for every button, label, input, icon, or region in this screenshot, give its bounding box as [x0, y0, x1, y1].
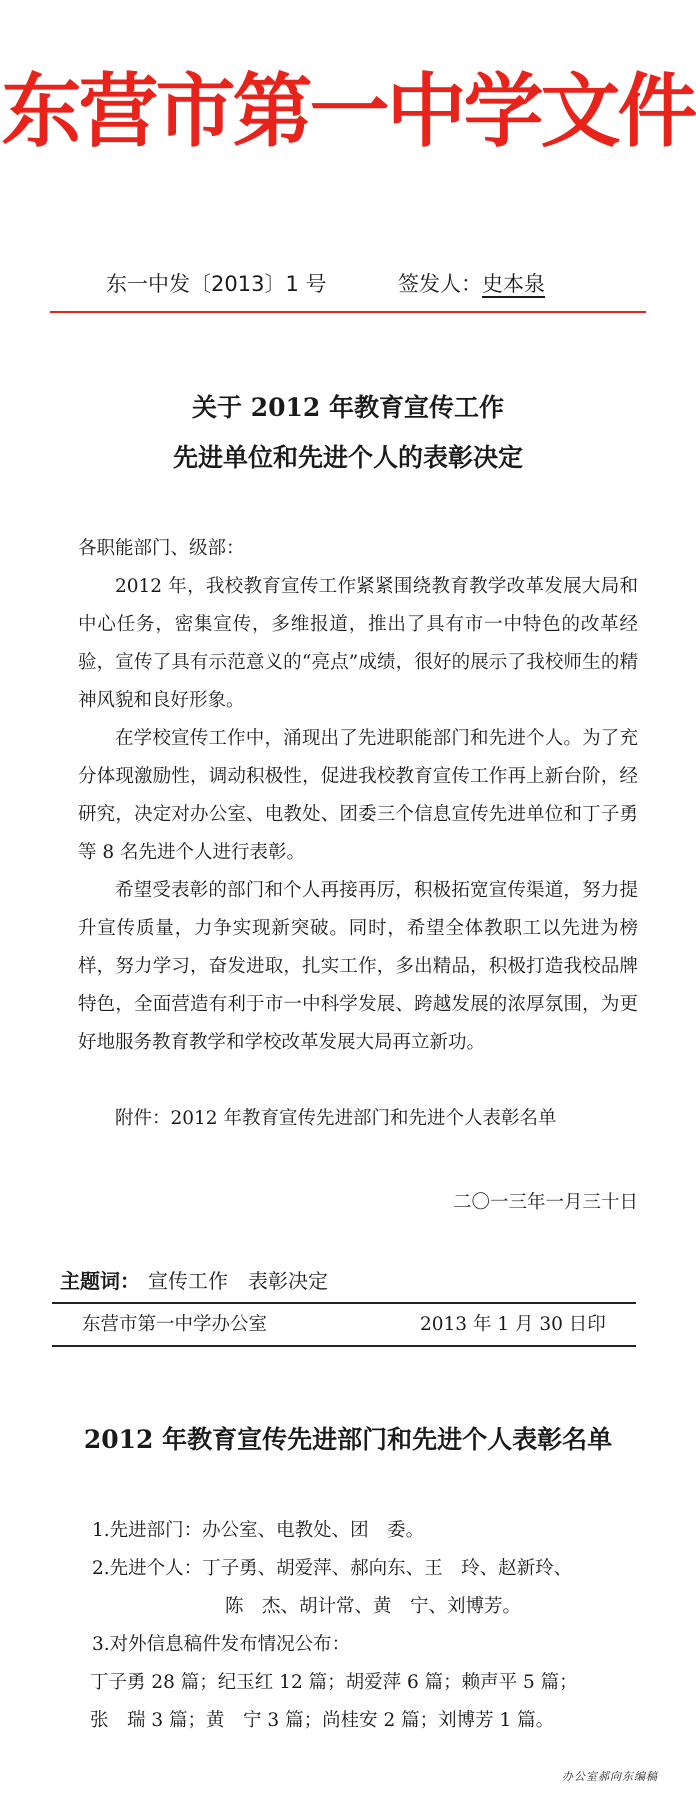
- signer-name: 史本泉: [482, 272, 545, 296]
- document-number: 东一中发〔2013〕1 号: [106, 272, 327, 296]
- red-divider: [50, 311, 646, 313]
- document-masthead: 东营市第一中学文件: [1, 65, 695, 158]
- footer-rule-bottom: [52, 1345, 636, 1347]
- document-title-line2: 先进单位和先进个人的表彰决定: [172, 443, 523, 472]
- footer-rule-top: [52, 1302, 636, 1304]
- appendix-item-individuals: 2.先进个人：丁子勇、胡爱萍、郝向东、王 玲、赵新玲、: [92, 1558, 573, 1579]
- appendix-item-publications: 3.对外信息稿件发布情况公布：: [92, 1634, 351, 1655]
- paragraph-3: 希望受表彰的部门和个人再接再厉，积极拓宽宣传渠道，努力提升宣传质量，力争实现新突破。同时，希望全体教职工以先进为榜样，努力学习，奋发进取，扎实工作，多出精品，积极打造我校品牌特色，全面营造有利于市一中科学发展、跨越发展的浓厚氛围，为更好地服务教育教学和学校改革发展大局再立新功。: [78, 880, 638, 1053]
- appendix-item-individuals-cont: 陈 杰、胡计常、黄 宁、刘博芳。: [225, 1596, 522, 1617]
- signer-label: 签发人：: [398, 272, 482, 296]
- publications-line-2: 张 瑞 3 篇；黄 宁 3 篇；尚桂安 2 篇；刘博芳 1 篇。: [90, 1710, 555, 1731]
- paragraph-1: 2012 年，我校教育宣传工作紧紧围绕教育教学改革发展大局和中心任务，密集宣传，多维报道，推出了具有市一中特色的改革经验，宣传了具有示范意义的“亮点”成绩，很好的展示了我校师生的精神风貌和良好形象。: [78, 576, 638, 711]
- keywords: [60, 1265, 328, 1294]
- salutation: 各职能部门、级部：: [78, 538, 245, 559]
- keywords-value: 宣传工作 表彰决定: [148, 1269, 328, 1293]
- editor-note: 办公室郝向东编稿: [562, 1770, 658, 1783]
- document-date: 二〇一三年一月三十日: [452, 1192, 638, 1213]
- attachment-line: 附件：2012 年教育宣传先进部门和先进个人表彰名单: [115, 1108, 557, 1129]
- signer: [398, 268, 545, 298]
- document-title-line1: 关于 2012 年教育宣传工作: [192, 393, 504, 422]
- appendix-title: 2012 年教育宣传先进部门和先进个人表彰名单: [83, 1425, 613, 1454]
- issuing-office: 东营市第一中学办公室: [82, 1314, 268, 1335]
- publications-line-1: 丁子勇 28 篇；纪玉红 12 篇；胡爱萍 6 篇；赖声平 5 篇；: [90, 1672, 578, 1693]
- keywords-label: 主题词：: [60, 1269, 140, 1293]
- print-date: 2013 年 1 月 30 日印: [420, 1314, 606, 1335]
- appendix-item-departments: 1.先进部门：办公室、电教处、团 委。: [92, 1520, 425, 1541]
- paragraph-2: 在学校宣传工作中，涌现出了先进职能部门和先进个人。为了充分体现激励性，调动积极性，促进我校教育宣传工作再上新台阶，经研究，决定对办公室、电教处、团委三个信息宣传先进单位和丁子勇等 8 名先进个人进行表彰。: [78, 728, 638, 863]
